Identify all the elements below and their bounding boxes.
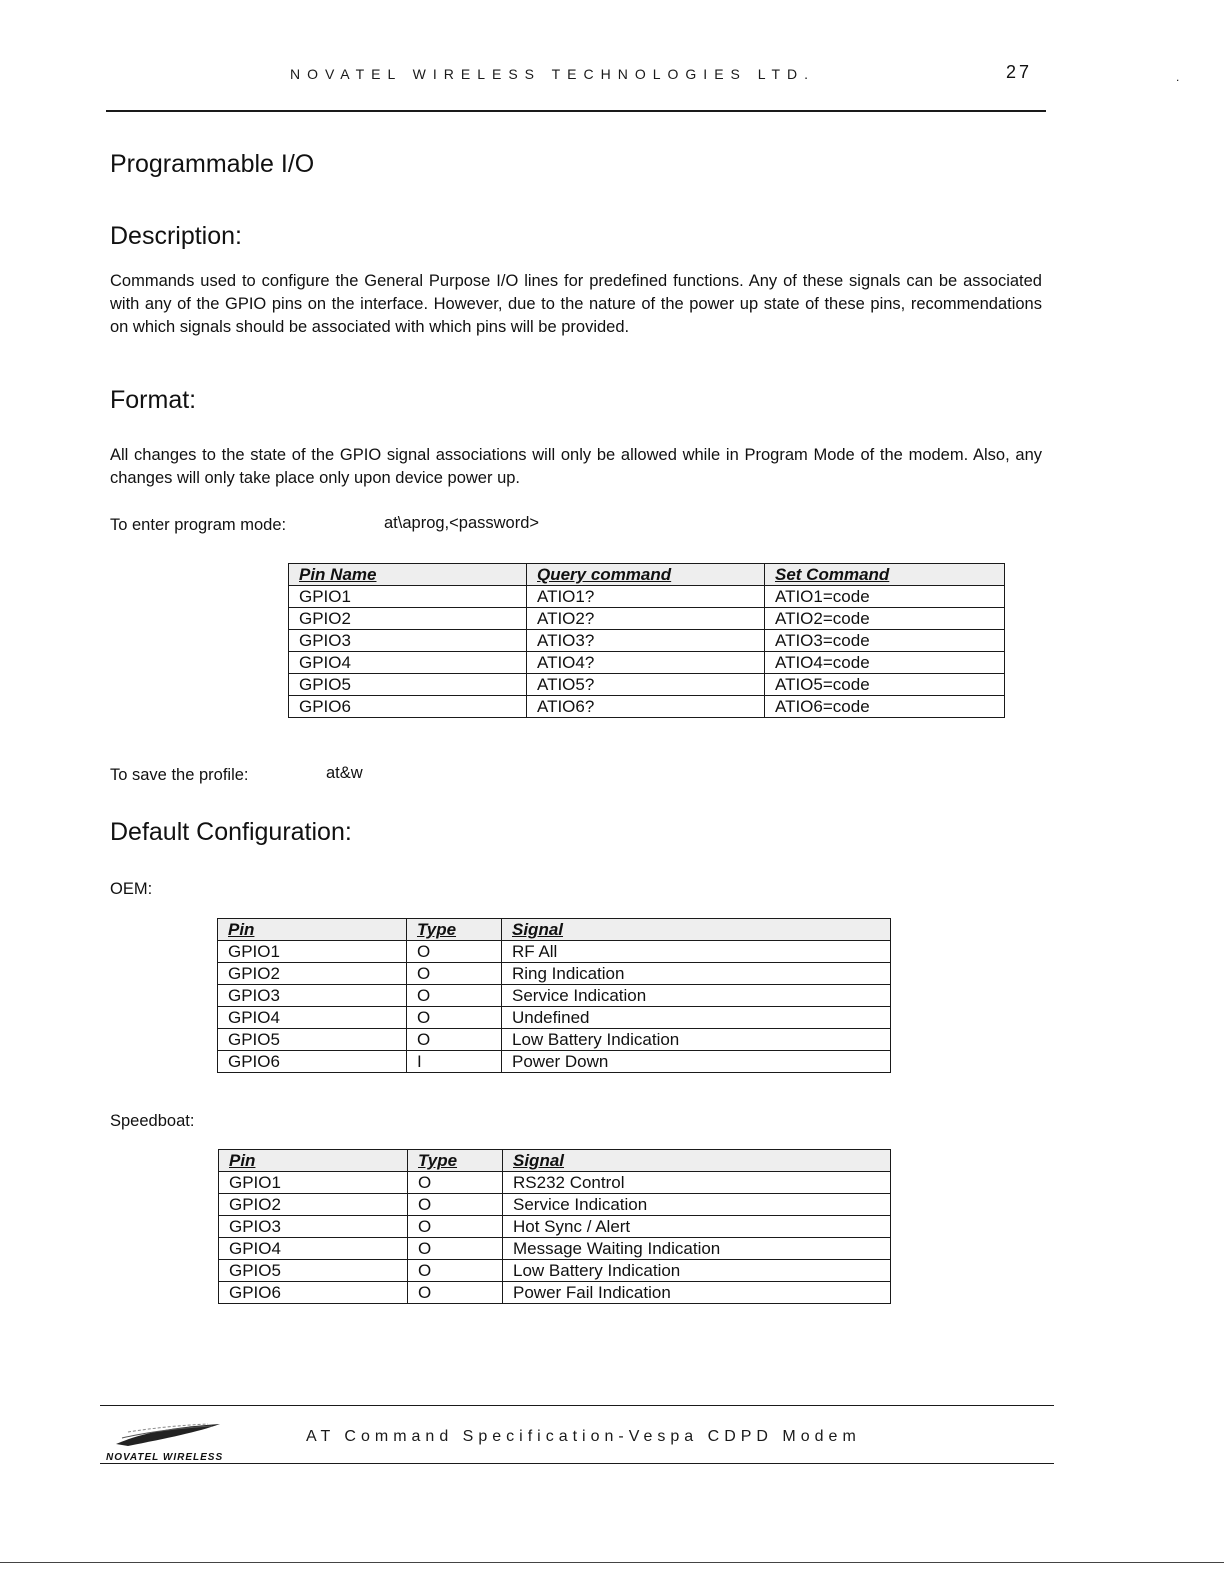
table-cell: GPIO5 [289, 674, 527, 696]
speedboat-table [218, 1149, 891, 1304]
table-cell: GPIO2 [218, 963, 407, 985]
table-row [219, 1216, 891, 1238]
table-cell: GPIO3 [219, 1216, 408, 1238]
table-cell: GPIO3 [218, 985, 407, 1007]
table-cell: O [407, 1007, 502, 1029]
table-cell: RF All [502, 941, 891, 963]
table-cell: I [407, 1051, 502, 1073]
table-row [218, 985, 891, 1007]
table-row [219, 1260, 891, 1282]
table-cell: RS232 Control [503, 1172, 891, 1194]
enter-program-label: To enter program mode: [110, 516, 287, 534]
table-cell: Power Down [502, 1051, 891, 1073]
table-row [219, 1194, 891, 1216]
table-cell: GPIO2 [219, 1194, 408, 1216]
table-row [218, 1051, 891, 1073]
table-cell: GPIO6 [289, 696, 527, 718]
table-cell: GPIO4 [219, 1238, 408, 1260]
save-profile-label: To save the profile: [110, 766, 249, 784]
table-cell: Service Indication [502, 985, 891, 1007]
table-cell: O [408, 1172, 503, 1194]
column-header: Pin [218, 919, 407, 941]
description-heading: Description: [110, 222, 242, 250]
table-cell: O [408, 1194, 503, 1216]
table-cell: Hot Sync / Alert [503, 1216, 891, 1238]
column-header: Type [407, 919, 502, 941]
header-title: NOVATEL WIRELESS TECHNOLOGIES LTD. [290, 66, 816, 82]
table-cell: ATIO3=code [765, 630, 1005, 652]
table-cell: GPIO5 [219, 1260, 408, 1282]
table-cell: ATIO2=code [765, 608, 1005, 630]
column-header: Set Command [765, 564, 1005, 586]
table-row [218, 1007, 891, 1029]
table-cell: ATIO4? [527, 652, 765, 674]
table-header-row [218, 919, 891, 941]
table-cell: Low Battery Indication [502, 1029, 891, 1051]
table-cell: ATIO6=code [765, 696, 1005, 718]
table-cell: ATIO1? [527, 586, 765, 608]
oem-table [217, 918, 891, 1073]
save-profile-command: at&w [326, 764, 363, 782]
table-cell: GPIO4 [289, 652, 527, 674]
table-cell: ATIO1=code [765, 586, 1005, 608]
column-header: Query command [527, 564, 765, 586]
table-row [219, 1238, 891, 1260]
page-edge-rule [0, 1562, 1224, 1563]
table-cell: O [407, 985, 502, 1007]
table-cell: O [407, 1029, 502, 1051]
table-cell: Undefined [502, 1007, 891, 1029]
table-cell: ATIO4=code [765, 652, 1005, 674]
table-cell: GPIO2 [289, 608, 527, 630]
table-row [289, 652, 1005, 674]
column-header: Signal [502, 919, 891, 941]
table-cell: ATIO5=code [765, 674, 1005, 696]
table-row [289, 696, 1005, 718]
table-header-row [289, 564, 1005, 586]
table-cell: ATIO3? [527, 630, 765, 652]
table-row [289, 586, 1005, 608]
table-cell: ATIO2? [527, 608, 765, 630]
description-paragraph: Commands used to configure the General Purpose I/O lines for predefined functions. Any of these signals can be associated with any of the GPIO pins on the interface. However, due to the nature of the power up state of these pins, recommendations on which signals should be associated with which pins will be provided. [110, 272, 1042, 336]
table-cell: O [408, 1282, 503, 1304]
table-cell: O [407, 941, 502, 963]
table-row [219, 1282, 891, 1304]
table-cell: Ring Indication [502, 963, 891, 985]
table-cell: GPIO5 [218, 1029, 407, 1051]
table-cell: Message Waiting Indication [503, 1238, 891, 1260]
footer-bottom-rule [100, 1463, 1054, 1464]
table-cell: Power Fail Indication [503, 1282, 891, 1304]
table-cell: ATIO5? [527, 674, 765, 696]
format-heading: Format: [110, 386, 197, 414]
table-row [289, 608, 1005, 630]
table-row [218, 963, 891, 985]
table-cell: Low Battery Indication [503, 1260, 891, 1282]
table-row [218, 941, 891, 963]
stray-mark: . [1176, 70, 1180, 84]
table-cell: GPIO1 [218, 941, 407, 963]
logo-wordmark: NOVATEL WIRELESS [106, 1452, 224, 1463]
table-cell: O [408, 1216, 503, 1238]
column-header: Type [408, 1150, 503, 1172]
table-cell: GPIO1 [289, 586, 527, 608]
table-cell: GPIO6 [218, 1051, 407, 1073]
footer-title: AT Command Specification-Vespa CDPD Modem [306, 1428, 861, 1445]
table-cell: O [407, 963, 502, 985]
column-header: Signal [503, 1150, 891, 1172]
column-header: Pin Name [289, 564, 527, 586]
default-config-heading: Default Configuration: [110, 818, 352, 846]
table-row [289, 630, 1005, 652]
format-paragraph: All changes to the state of the GPIO signal associations will only be allowed while in Program Mode of the modem. Also, any changes will only take place only upon device power up. [110, 446, 1042, 487]
enter-program-command: at\aprog,<password> [384, 514, 540, 532]
table-row [289, 674, 1005, 696]
table-cell: GPIO1 [219, 1172, 408, 1194]
table-cell: O [408, 1238, 503, 1260]
table-cell: GPIO6 [219, 1282, 408, 1304]
table-cell: GPIO3 [289, 630, 527, 652]
table-row [218, 1029, 891, 1051]
speedboat-label: Speedboat: [110, 1112, 195, 1130]
footer-top-rule [100, 1405, 1054, 1406]
page-title: Programmable I/O [110, 150, 315, 178]
command-table [288, 563, 1005, 718]
column-header: Pin [219, 1150, 408, 1172]
page-number: 27 [1006, 62, 1033, 82]
oem-label: OEM: [110, 880, 153, 898]
table-cell: ATIO6? [527, 696, 765, 718]
table-cell: O [408, 1260, 503, 1282]
table-row [219, 1172, 891, 1194]
table-cell: GPIO4 [218, 1007, 407, 1029]
header-rule [106, 110, 1046, 112]
table-header-row [219, 1150, 891, 1172]
table-cell: Service Indication [503, 1194, 891, 1216]
